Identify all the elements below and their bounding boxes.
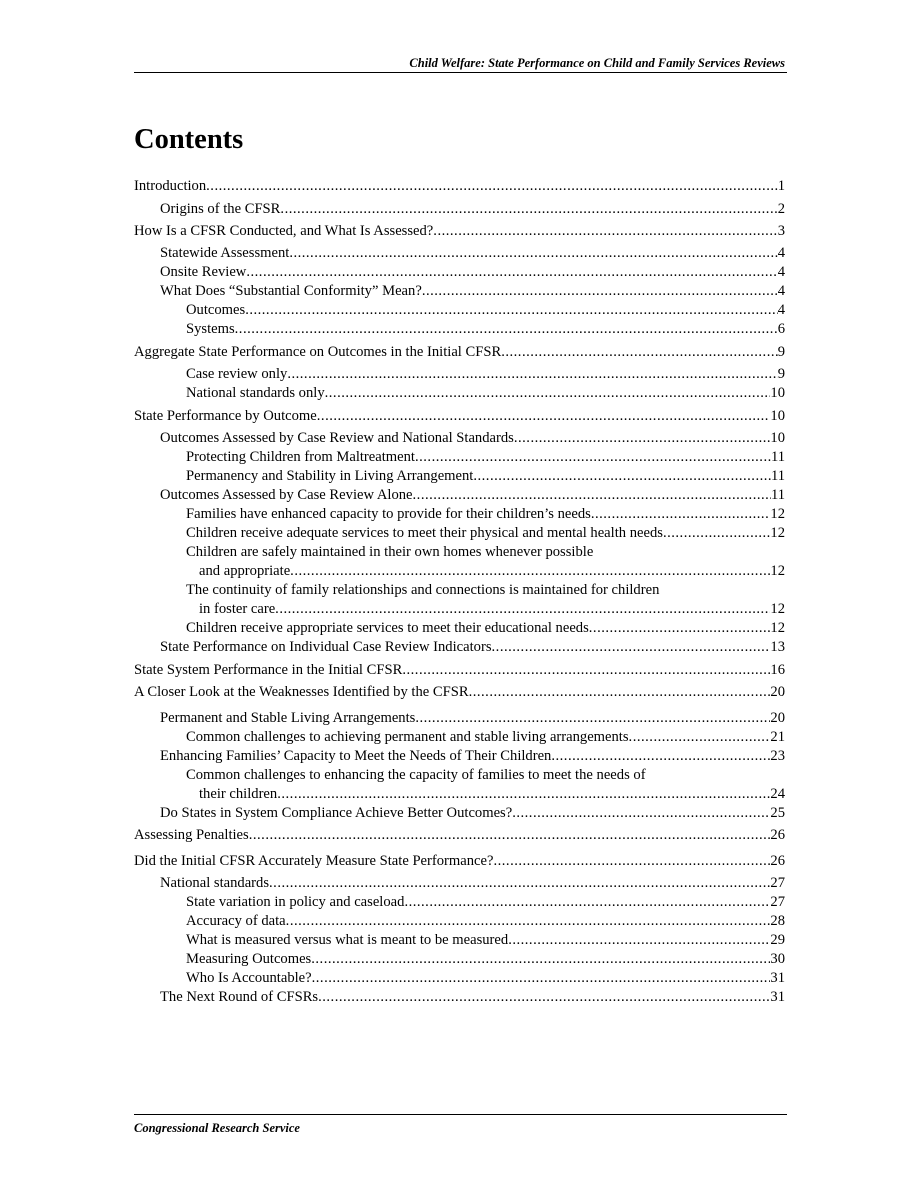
- toc-entry[interactable]: [160, 638, 785, 657]
- dot-leader: [514, 429, 771, 448]
- toc-entry-title: Common challenges to achieving permanent and stable living arrangements: [186, 729, 629, 745]
- toc-page-number: 12: [770, 601, 785, 617]
- toc-entry[interactable]: [134, 683, 785, 702]
- dot-leader: [245, 301, 778, 320]
- toc-entry-title-continuation: in foster care: [199, 601, 276, 617]
- toc-entry[interactable]: [134, 826, 785, 845]
- toc-entry[interactable]: [134, 852, 785, 871]
- footer-rule: [134, 1114, 787, 1115]
- toc-entry[interactable]: [186, 505, 785, 524]
- toc-entry-title: Accuracy of data: [186, 913, 286, 929]
- toc-entry[interactable]: [186, 384, 785, 403]
- dot-leader: [290, 562, 770, 581]
- toc-page-number: 28: [770, 913, 785, 929]
- toc-page-number: 31: [770, 989, 785, 1005]
- toc-entry[interactable]: [186, 619, 785, 638]
- toc-page-number: 25: [770, 805, 785, 821]
- toc-page-number: 11: [770, 449, 785, 465]
- toc-entry[interactable]: [186, 365, 785, 384]
- toc-entry-title: State Performance on Individual Case Review Indicators: [160, 639, 492, 655]
- toc-entry[interactable]: [160, 747, 785, 766]
- toc-entry[interactable]: [186, 912, 785, 931]
- dot-leader: [508, 931, 770, 950]
- toc-page-number: 3: [777, 223, 785, 239]
- toc-entry-title: Assessing Penalties: [134, 827, 249, 843]
- dot-leader: [246, 263, 777, 282]
- toc-entry-title: Onsite Review: [160, 264, 247, 280]
- toc-entry-title: Permanency and Stability in Living Arrangement: [186, 468, 474, 484]
- toc-entry-title: Do States in System Compliance Achieve Better Outcomes?: [160, 805, 513, 821]
- toc-entry-title: How Is a CFSR Conducted, and What Is Assessed?: [134, 223, 434, 239]
- dot-leader: [469, 683, 771, 702]
- toc-entry-title: Children receive adequate services to meet their physical and mental health needs: [186, 525, 663, 541]
- toc-entry[interactable]: [160, 874, 785, 893]
- toc-entry-title: Permanent and Stable Living Arrangements: [160, 710, 416, 726]
- toc-entry[interactable]: [134, 407, 785, 426]
- toc-entry[interactable]: [186, 524, 785, 543]
- dot-leader: [629, 728, 771, 747]
- toc-entry[interactable]: [160, 988, 785, 1007]
- toc-entry-title: What Does “Substantial Conformity” Mean?: [160, 283, 422, 299]
- toc-entry-title: Outcomes: [186, 302, 246, 318]
- toc-entry-title: Who Is Accountable?: [186, 970, 312, 986]
- running-header: Child Welfare: State Performance on Child and Family Services Reviews: [409, 56, 785, 70]
- toc-entry-title: What is measured versus what is meant to be measured: [186, 932, 509, 948]
- toc-entry-title: Origins of the CFSR: [160, 201, 281, 217]
- dot-leader: [433, 222, 777, 241]
- toc-entry-title: Protecting Children from Maltreatment: [186, 449, 415, 465]
- toc-entry[interactable]: [134, 177, 785, 196]
- toc-page-number: 6: [777, 321, 785, 337]
- dot-leader: [512, 804, 770, 823]
- dot-leader: [269, 874, 770, 893]
- toc-page-number: 21: [770, 729, 785, 745]
- toc-page-number: 27: [770, 894, 785, 910]
- toc-entry-title-continuation: and appropriate: [199, 563, 291, 579]
- dot-leader: [551, 747, 770, 766]
- toc-entry[interactable]: [134, 222, 785, 241]
- dot-leader: [402, 661, 770, 680]
- toc-entry[interactable]: [199, 562, 785, 581]
- toc-page-number: 11: [770, 487, 785, 503]
- dot-leader: [663, 524, 770, 543]
- dot-leader: [413, 486, 771, 505]
- dot-leader: [492, 638, 771, 657]
- dot-leader: [318, 988, 770, 1007]
- toc-page-number: 4: [777, 283, 785, 299]
- dot-leader: [249, 826, 771, 845]
- toc-entry-title: State System Performance in the Initial CFSR: [134, 662, 403, 678]
- toc-page-number: 4: [777, 245, 785, 261]
- toc-entry-title: Introduction: [134, 178, 207, 194]
- toc-entry-title: Case review only: [186, 366, 288, 382]
- toc-entry-title: State Performance by Outcome: [134, 408, 317, 424]
- toc-entry[interactable]: [160, 282, 785, 301]
- toc-page-number: 29: [770, 932, 785, 948]
- toc-page-number: 12: [770, 563, 785, 579]
- toc-page-number: 10: [770, 385, 785, 401]
- toc-page-number: 13: [770, 639, 785, 655]
- toc-page-number: 27: [770, 875, 785, 891]
- dot-leader: [591, 505, 771, 524]
- toc-entry[interactable]: [160, 429, 785, 448]
- toc-entry-title: The continuity of family relationships and connections is maintained for children: [186, 582, 660, 598]
- toc-entry[interactable]: [160, 486, 785, 505]
- toc-page-number: 10: [770, 430, 785, 446]
- toc-entry-title: Statewide Assessment: [160, 245, 290, 261]
- toc-entry-title: Families have enhanced capacity to provide for their children’s needs: [186, 506, 591, 522]
- dot-leader: [235, 320, 778, 339]
- dot-leader: [287, 365, 777, 384]
- toc-page-number: 26: [770, 853, 785, 869]
- dot-leader: [589, 619, 771, 638]
- dot-leader: [280, 200, 777, 219]
- toc-page-number: 10: [770, 408, 785, 424]
- toc-entry[interactable]: [186, 969, 785, 988]
- toc-page-number: 12: [770, 506, 785, 522]
- toc-entry[interactable]: [186, 893, 785, 912]
- toc-entry-title: National standards only: [186, 385, 325, 401]
- dot-leader: [289, 244, 777, 263]
- toc-entry-title: Outcomes Assessed by Case Review Alone: [160, 487, 413, 503]
- toc-entry[interactable]: [160, 244, 785, 263]
- dot-leader: [277, 785, 770, 804]
- dot-leader: [286, 912, 771, 931]
- toc-entry[interactable]: [186, 728, 785, 747]
- toc-page-number: 2: [777, 201, 785, 217]
- toc-entry[interactable]: [160, 804, 785, 823]
- page-title: Contents: [134, 124, 244, 155]
- toc-entry-title: Children receive appropriate services to meet their educational needs: [186, 620, 589, 636]
- toc-entry-title: Enhancing Families’ Capacity to Meet the Needs of Their Children: [160, 748, 552, 764]
- toc-entry-title: Did the Initial CFSR Accurately Measure State Performance?: [134, 853, 494, 869]
- toc-entry[interactable]: [160, 200, 785, 219]
- toc-page-number: 1: [777, 178, 785, 194]
- toc-page-number: 12: [770, 525, 785, 541]
- toc-entry[interactable]: [199, 785, 785, 804]
- dot-leader: [415, 709, 770, 728]
- toc-entry[interactable]: [186, 950, 785, 969]
- toc-entry[interactable]: [199, 600, 785, 619]
- toc-entry[interactable]: [186, 467, 785, 486]
- toc-page-number: 26: [770, 827, 785, 843]
- toc-page-number: 24: [770, 786, 785, 802]
- table-of-contents: [134, 0, 785, 1191]
- toc-entry-title-continuation: their children: [199, 786, 278, 802]
- dot-leader: [415, 448, 771, 467]
- toc-page-number: 16: [770, 662, 785, 678]
- toc-page-number: 20: [770, 684, 785, 700]
- dot-leader: [404, 893, 770, 912]
- toc-entry-title: Outcomes Assessed by Case Review and National Standards: [160, 430, 514, 446]
- dot-leader: [501, 343, 778, 362]
- toc-page-number: 31: [770, 970, 785, 986]
- dot-leader: [312, 969, 771, 988]
- toc-entry[interactable]: [186, 931, 785, 950]
- toc-entry-title: Aggregate State Performance on Outcomes in the Initial CFSR: [134, 344, 502, 360]
- toc-entry[interactable]: [134, 661, 785, 680]
- toc-page-number: 9: [777, 366, 785, 382]
- toc-entry-title: Common challenges to enhancing the capacity of families to meet the needs of: [186, 767, 646, 783]
- dot-leader: [473, 467, 771, 486]
- dot-leader: [275, 600, 770, 619]
- toc-page-number: 11: [770, 468, 785, 484]
- toc-page-number: 4: [777, 302, 785, 318]
- toc-entry[interactable]: [134, 343, 785, 362]
- toc-entry-title: National standards: [160, 875, 270, 891]
- toc-entry-title: A Closer Look at the Weaknesses Identified by the CFSR: [134, 684, 469, 700]
- toc-entry[interactable]: [160, 709, 785, 728]
- toc-page-number: 4: [777, 264, 785, 280]
- dot-leader: [317, 407, 771, 426]
- toc-entry[interactable]: [186, 320, 785, 339]
- toc-entry-title: The Next Round of CFSRs: [160, 989, 319, 1005]
- dot-leader: [206, 177, 778, 196]
- toc-entry-title: Measuring Outcomes: [186, 951, 312, 967]
- toc-page-number: 30: [770, 951, 785, 967]
- dot-leader: [422, 282, 778, 301]
- dot-leader: [311, 950, 770, 969]
- dot-leader: [493, 852, 770, 871]
- toc-page-number: 23: [770, 748, 785, 764]
- toc-page-number: 20: [770, 710, 785, 726]
- toc-page-number: 12: [770, 620, 785, 636]
- toc-entry[interactable]: [186, 301, 785, 320]
- dot-leader: [325, 384, 771, 403]
- toc-page-number: 9: [777, 344, 785, 360]
- toc-entry[interactable]: [160, 263, 785, 282]
- toc-entry-title: Children are safely maintained in their own homes whenever possible: [186, 544, 594, 560]
- toc-entry-title: State variation in policy and caseload: [186, 894, 405, 910]
- toc-entry-title: Systems: [186, 321, 235, 337]
- running-footer: Congressional Research Service: [134, 1121, 300, 1135]
- toc-entry[interactable]: [186, 448, 785, 467]
